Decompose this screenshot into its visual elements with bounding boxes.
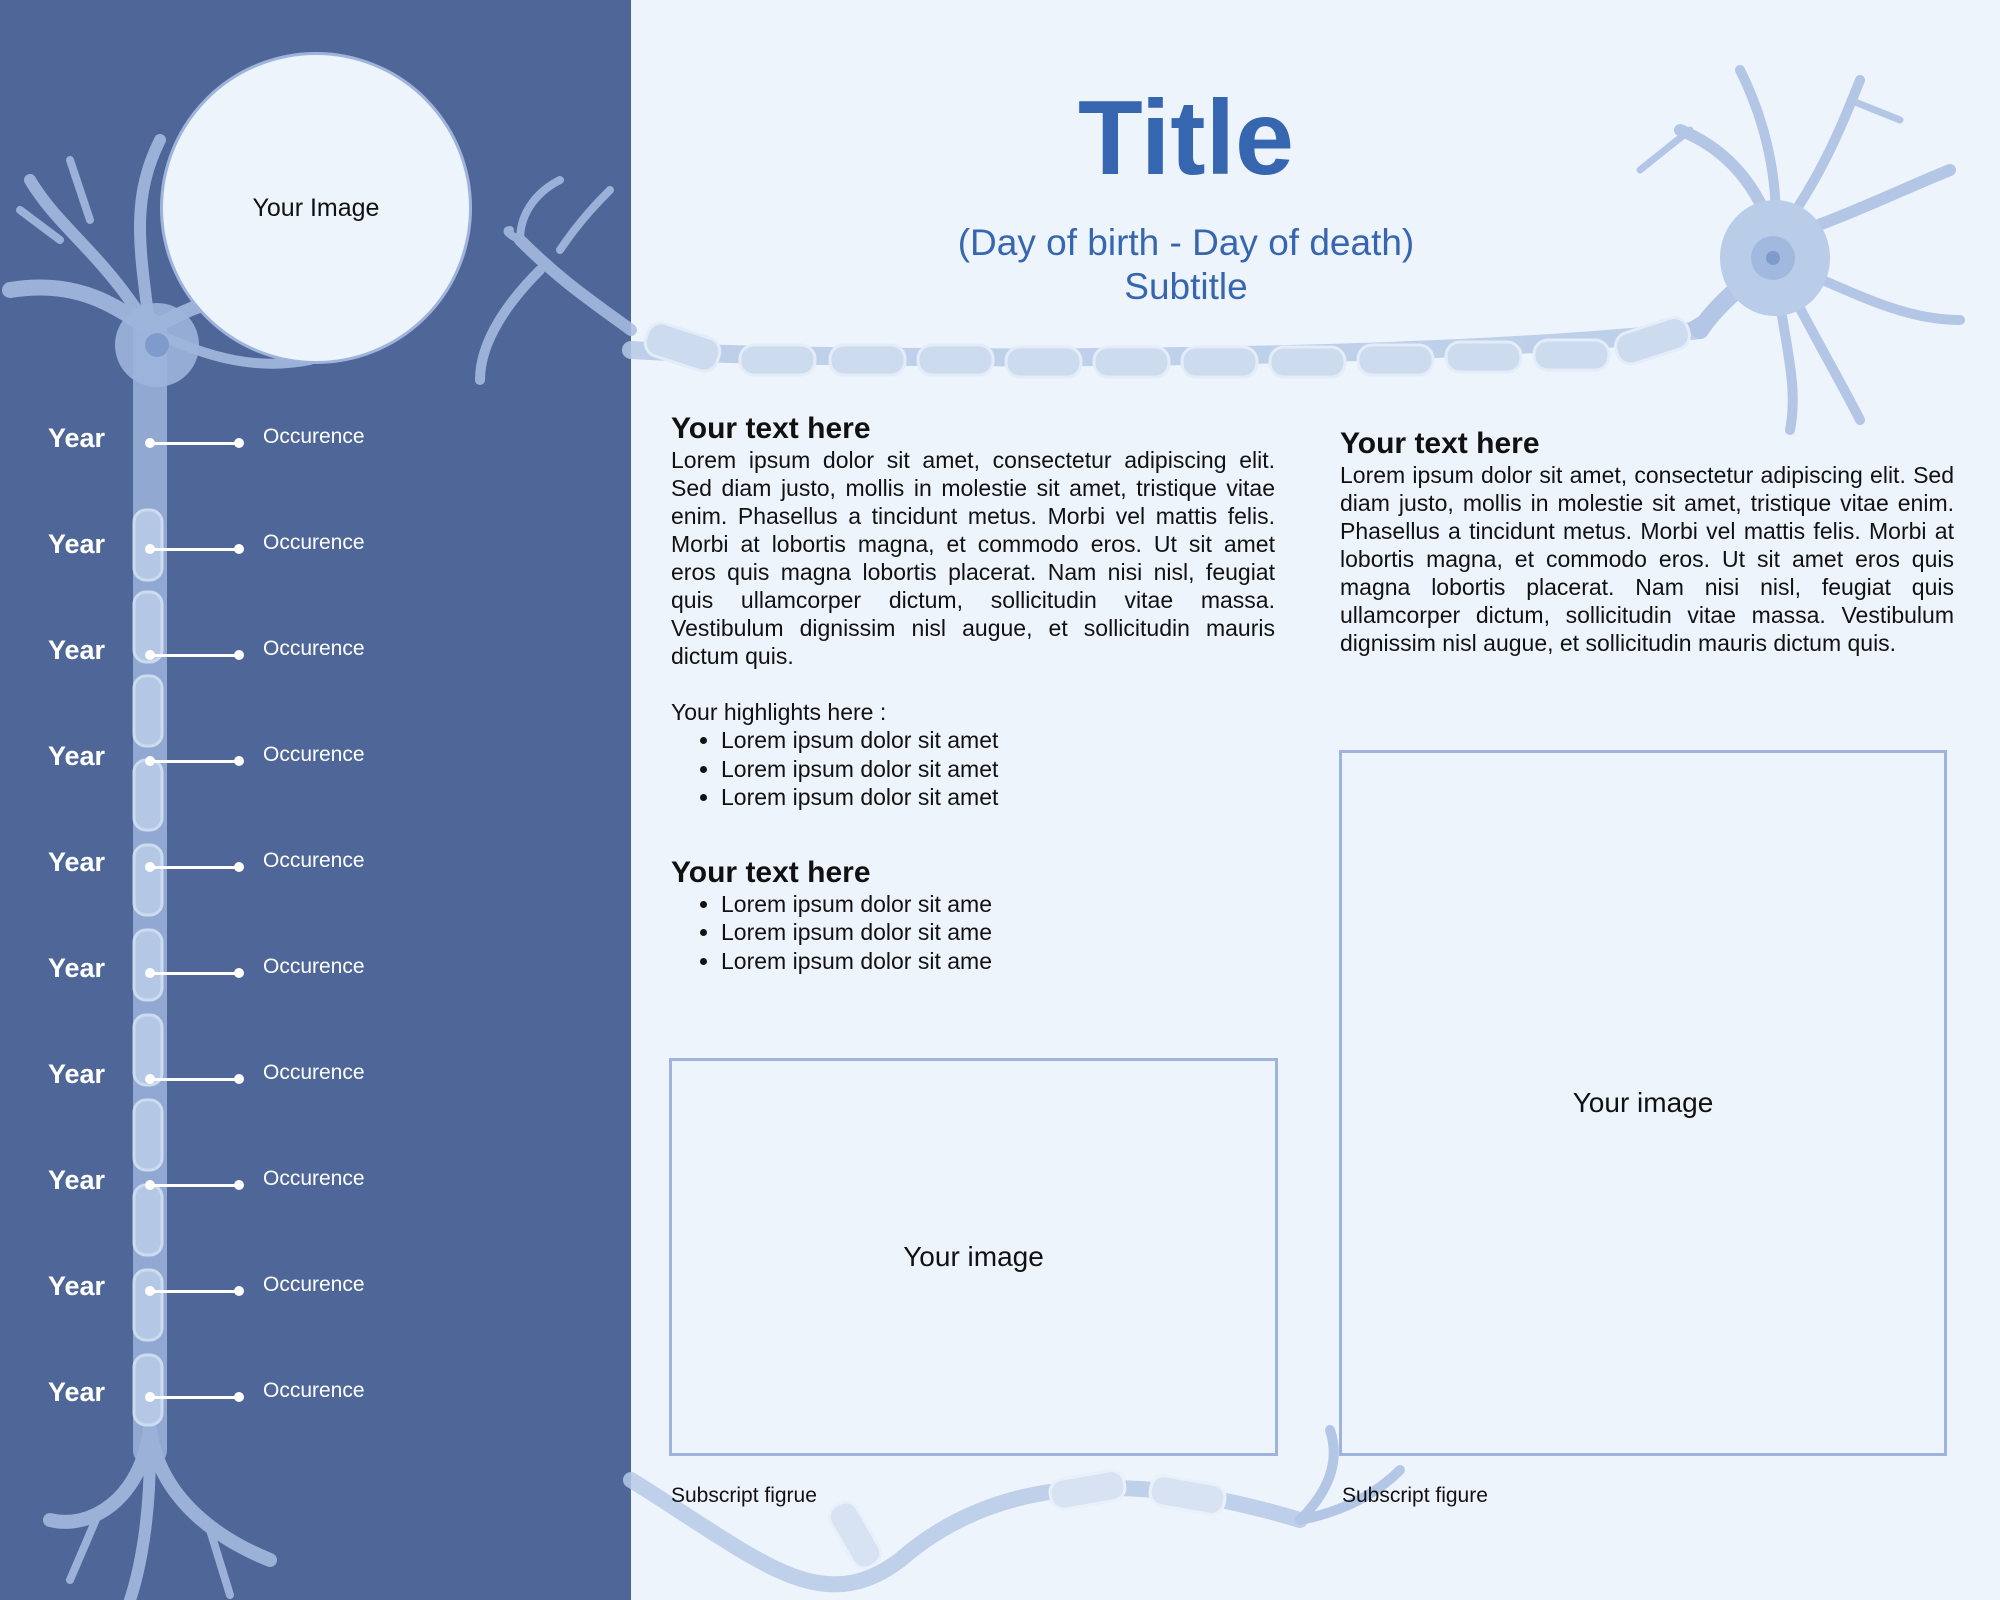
figure-caption: Subscript figrue bbox=[671, 1484, 817, 1507]
timeline-year: Year bbox=[48, 635, 106, 665]
timeline-row bbox=[0, 741, 631, 781]
timeline-connector bbox=[150, 1290, 238, 1293]
section-heading: Your text here bbox=[671, 412, 871, 445]
page-subtitle: Subtitle bbox=[1124, 266, 1248, 307]
timeline-connector bbox=[150, 442, 238, 445]
timeline-row bbox=[0, 1059, 631, 1099]
timeline-dot bbox=[234, 438, 244, 448]
timeline-dot bbox=[234, 544, 244, 554]
timeline-connector bbox=[150, 548, 238, 551]
section-heading: Your text here bbox=[671, 855, 871, 889]
timeline-dot bbox=[234, 1392, 244, 1402]
timeline-connector bbox=[150, 760, 238, 763]
timeline-connector bbox=[150, 1078, 238, 1081]
section-body: Lorem ipsum dolor sit amet, consectetur adipiscing elit. Sed diam justo, mollis in molestie sit amet, tristique vitae enim. Phasellus a tincidunt metus. Morbi vel mattis felis. Morbi at lobortis magna, et commodo eros. Ut sit amet eros quis magna lobortis placerat. Nam nisi nisl, feugiat quis ullamcorper dictum, sollicitudin vitae massa. Vestibulum dignissim nisl augue, et sollicitudin mauris dictum quis. bbox=[1340, 462, 1954, 656]
bullet-list bbox=[671, 890, 1275, 976]
list-item: • Lorem ipsum dolor sit amet bbox=[721, 783, 1275, 812]
timeline-event: Occurence bbox=[263, 849, 365, 872]
timeline-event: Occurence bbox=[263, 637, 365, 660]
timeline-event: Occurence bbox=[263, 1167, 365, 1190]
timeline-connector bbox=[150, 1184, 238, 1187]
section-body: Lorem ipsum dolor sit amet, consectetur adipiscing elit. Sed diam justo, mollis in molestie sit amet, tristique vitae enim. Phasellus a tincidunt metus. Morbi vel mattis felis. Morbi at lobortis magna, et commodo eros. Ut sit amet eros quis magna lobortis placerat. Nam nisi nisl, feugiat quis ullamcorper dictum, sollicitudin vitae massa. Vestibulum dignissim nisl augue, et sollicitudin mauris dictum quis. bbox=[671, 447, 1275, 669]
timeline-connector bbox=[150, 972, 238, 975]
right-column bbox=[1340, 427, 1954, 657]
timeline-event: Occurence bbox=[263, 1379, 365, 1402]
highlights-label: Your highlights here : bbox=[671, 699, 887, 725]
portrait-label: Your Image bbox=[252, 193, 380, 222]
timeline-row bbox=[0, 953, 631, 993]
image-placeholder-label: Your image bbox=[1572, 1087, 1714, 1118]
image-placeholder[interactable] bbox=[669, 1058, 1278, 1456]
timeline-year: Year bbox=[48, 741, 106, 771]
timeline-row bbox=[0, 1377, 631, 1417]
timeline-year: Year bbox=[48, 1059, 106, 1089]
timeline-row bbox=[0, 529, 631, 569]
timeline-year: Year bbox=[48, 423, 106, 453]
timeline-dot bbox=[234, 756, 244, 766]
portrait-placeholder[interactable] bbox=[160, 52, 472, 364]
timeline-year: Year bbox=[48, 529, 106, 559]
list-item: • Lorem ipsum dolor sit amet bbox=[721, 726, 1275, 755]
timeline-dot bbox=[234, 1180, 244, 1190]
timeline-connector bbox=[150, 866, 238, 869]
timeline-connector bbox=[150, 654, 238, 657]
list-item: • Lorem ipsum dolor sit amet bbox=[721, 755, 1275, 784]
timeline-event: Occurence bbox=[263, 425, 365, 448]
timeline-row bbox=[0, 1165, 631, 1205]
timeline-year: Year bbox=[48, 847, 106, 877]
list-item: • Lorem ipsum dolor sit ame bbox=[721, 918, 1275, 947]
section-heading: Your text here bbox=[1340, 427, 1540, 460]
list-item: • Lorem ipsum dolor sit ame bbox=[721, 947, 1275, 976]
timeline-year: Year bbox=[48, 1377, 106, 1407]
timeline-dot bbox=[234, 650, 244, 660]
timeline-row bbox=[0, 423, 631, 463]
list-item: • Lorem ipsum dolor sit ame bbox=[721, 890, 1275, 919]
timeline-event: Occurence bbox=[263, 955, 365, 978]
timeline-event: Occurence bbox=[263, 531, 365, 554]
life-dates: (Day of birth - Day of death) bbox=[957, 222, 1415, 263]
highlights-list bbox=[671, 726, 1275, 812]
timeline-dot bbox=[234, 1286, 244, 1296]
timeline-event: Occurence bbox=[263, 1273, 365, 1296]
timeline-year: Year bbox=[48, 1271, 106, 1301]
timeline-dot bbox=[234, 968, 244, 978]
left-column bbox=[671, 412, 1275, 975]
timeline-event: Occurence bbox=[263, 743, 365, 766]
image-placeholder-label: Your image bbox=[903, 1241, 1044, 1272]
timeline-event: Occurence bbox=[263, 1061, 365, 1084]
page-title: Title bbox=[1078, 79, 1294, 197]
timeline-row bbox=[0, 635, 631, 675]
timeline-year: Year bbox=[48, 1165, 106, 1195]
image-placeholder[interactable] bbox=[1339, 750, 1947, 1456]
timeline-dot bbox=[234, 1074, 244, 1084]
timeline-row bbox=[0, 847, 631, 887]
timeline-connector bbox=[150, 1396, 238, 1399]
timeline-year: Year bbox=[48, 953, 106, 983]
timeline-dot bbox=[234, 862, 244, 872]
timeline-row bbox=[0, 1271, 631, 1311]
figure-caption: Subscript figure bbox=[1342, 1484, 1488, 1507]
